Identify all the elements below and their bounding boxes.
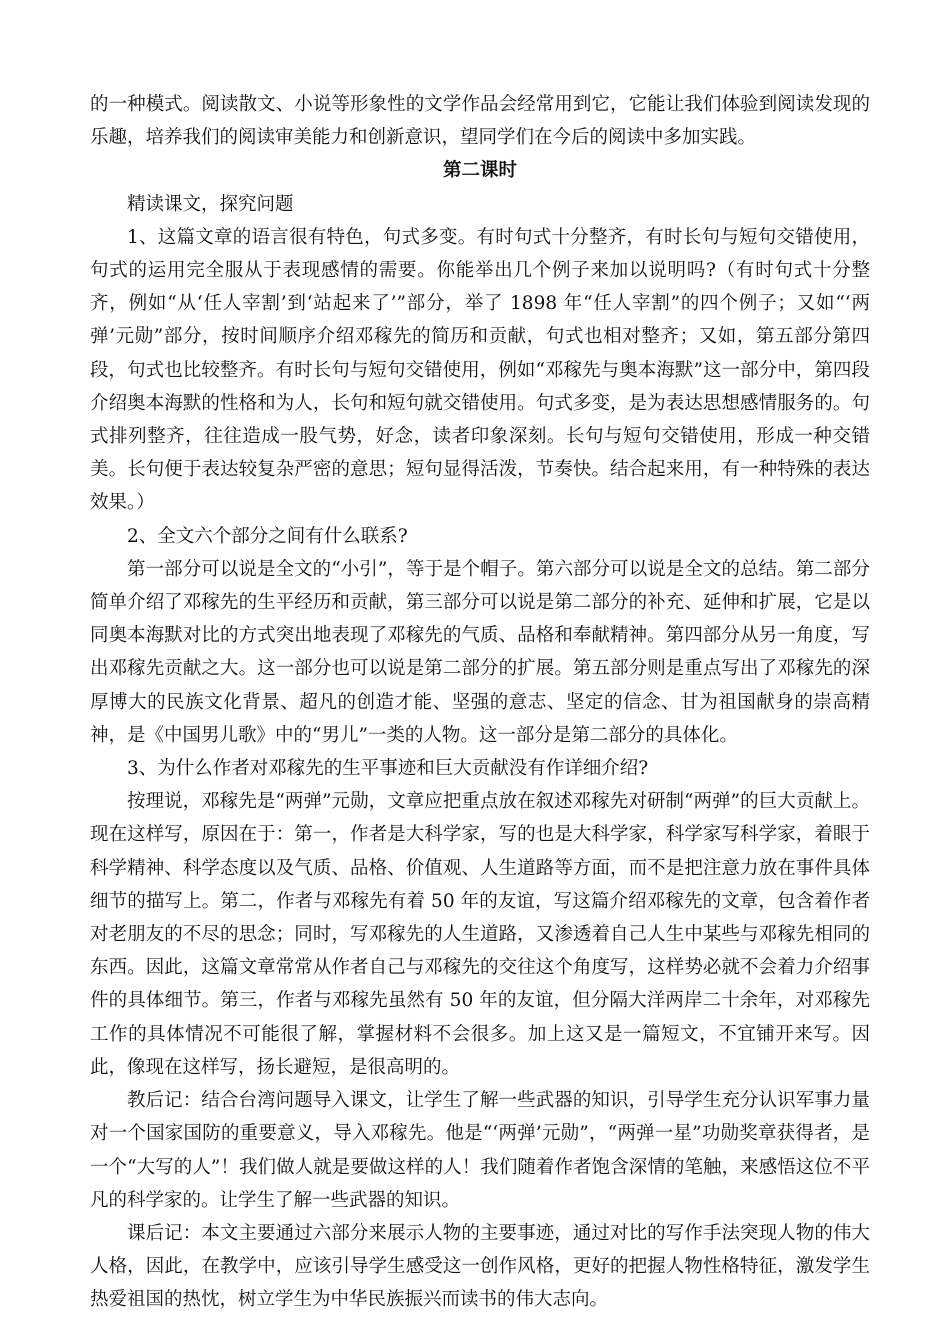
section-heading: 第二课时 [442,160,517,182]
question-3: 3、为什么作者对邓稼先的生平事迹和巨大贡献没有作详细介绍? [127,758,649,780]
question-1-paragraph: 1、这篇文章的语言很有特色，句式多变。有时句式十分整齐，有时长句与短句交错使用，句式的运用完全服从于表现感情的需要。你能举出几个例子来加以说明吗?（有时句式十分整齐，例如“从‘任人宰割’到‘站起来了’”部分，举了 1898 年“任人宰割”的四个例子；又如“‘两弹’元勋”部分，按时间顺序介绍邓稼先的简历和贡献，句式也相对整齐；又如，第五部分第四段，句式也比较整齐。有时长句与短句交错使用，例如“邓稼先与奥本海默”这一部分中，第四段介绍奥本海默的性格和为人，长句和短句就交错使用。句式多变，是为表达思想感情服务的。句式排列整齐，往往造成一股气势，好念，读者印象深刻。长句与短句交错使用，形成一种交错美。长句便于表达较复杂严密的意思；短句显得活泼，节奏快。结合起来用，有一种特殊的表达效果。） [90,226,870,514]
question-2: 2、全文六个部分之间有什么联系? [127,525,408,547]
intro-paragraph-tail: 的一种模式。阅读散文、小说等形象性的文学作品会经常用到它，它能让我们体验到阅读发现的乐趣，培养我们的阅读审美能力和创新意识，望同学们在今后的阅读中多加实践。 [90,94,870,149]
answer-2-paragraph: 第一部分可以说是全文的“小引”，等于是个帽子。第六部分可以说是全文的总结。第二部分简单介绍了邓稼先的生平经历和贡献，第三部分可以说是第二部分的补充、延伸和扩展，它是以同奥本海默对比的方式突出地表现了邓稼先的气质、品格和奉献精神。第四部分从另一角度，写出邓稼先贡献之大。这一部分也可以说是第二部分的扩展。第五部分则是重点写出了邓稼先的深厚博大的民族文化背景、超凡的创造才能、坚强的意志、坚定的信念、甘为祖国献身的崇高精神，是《中国男儿歌》中的“男儿”一类的人物。这一部分是第二部分的具体化。 [90,558,870,746]
document-page [90,88,870,1317]
answer-3-paragraph: 按理说，邓稼先是“两弹”元勋，文章应把重点放在叙述邓稼先对研制“两弹”的巨大贡献上。现在这样写，原因在于：第一，作者是大科学家，写的也是大科学家，科学家写科学家，着眼于科学精神、科学态度以及气质、品格、价值观、人生道路等方面，而不是把注意力放在事件具体细节的描写上。第二，作者与邓稼先有着 50 年的友谊，写这篇介绍邓稼先的文章，包含着作者对老朋友的不尽的思念；同时，写邓稼先的人生道路，又渗透着自己人生中某些与邓稼先相同的东西。因此，这篇文章常常从作者自己与邓稼先的交往这个角度写，这样势必就不会着力介绍事件的具体细节。第三，作者与邓稼先虽然有 50 年的友谊，但分隔大洋两岸二十余年，对邓稼先工作的具体情况不可能很了解，掌握材料不会很多。加上这又是一篇短文，不宜铺开来写。因此，像现在这样写，扬长避短，是很高明的。 [90,791,870,1078]
teaching-note-paragraph: 教后记：结合台湾问题导入课文，让学生了解一些武器的知识，引导学生充分认识军事力量对一个国家国防的重要意义，导入邓稼先。他是“‘两弹’元勋”，“两弹一星”功勋奖章获得者，是一个“大写的人”！我们做人就是要做这样的人！我们随着作者饱含深情的笔触，来感悟这位不平凡的科学家的。让学生了解一些武器的知识。 [90,1090,870,1211]
subheading: 精读课文，探究问题 [127,193,294,215]
after-class-note-paragraph: 课后记：本文主要通过六部分来展示人物的主要事迹，通过对比的写作手法突现人物的伟大人格，因此，在教学中，应该引导学生感受这一创作风格，更好的把握人物性格特征，激发学生热爱祖国的热忱，树立学生为中华民族振兴而读书的伟大志向。 [90,1222,870,1311]
